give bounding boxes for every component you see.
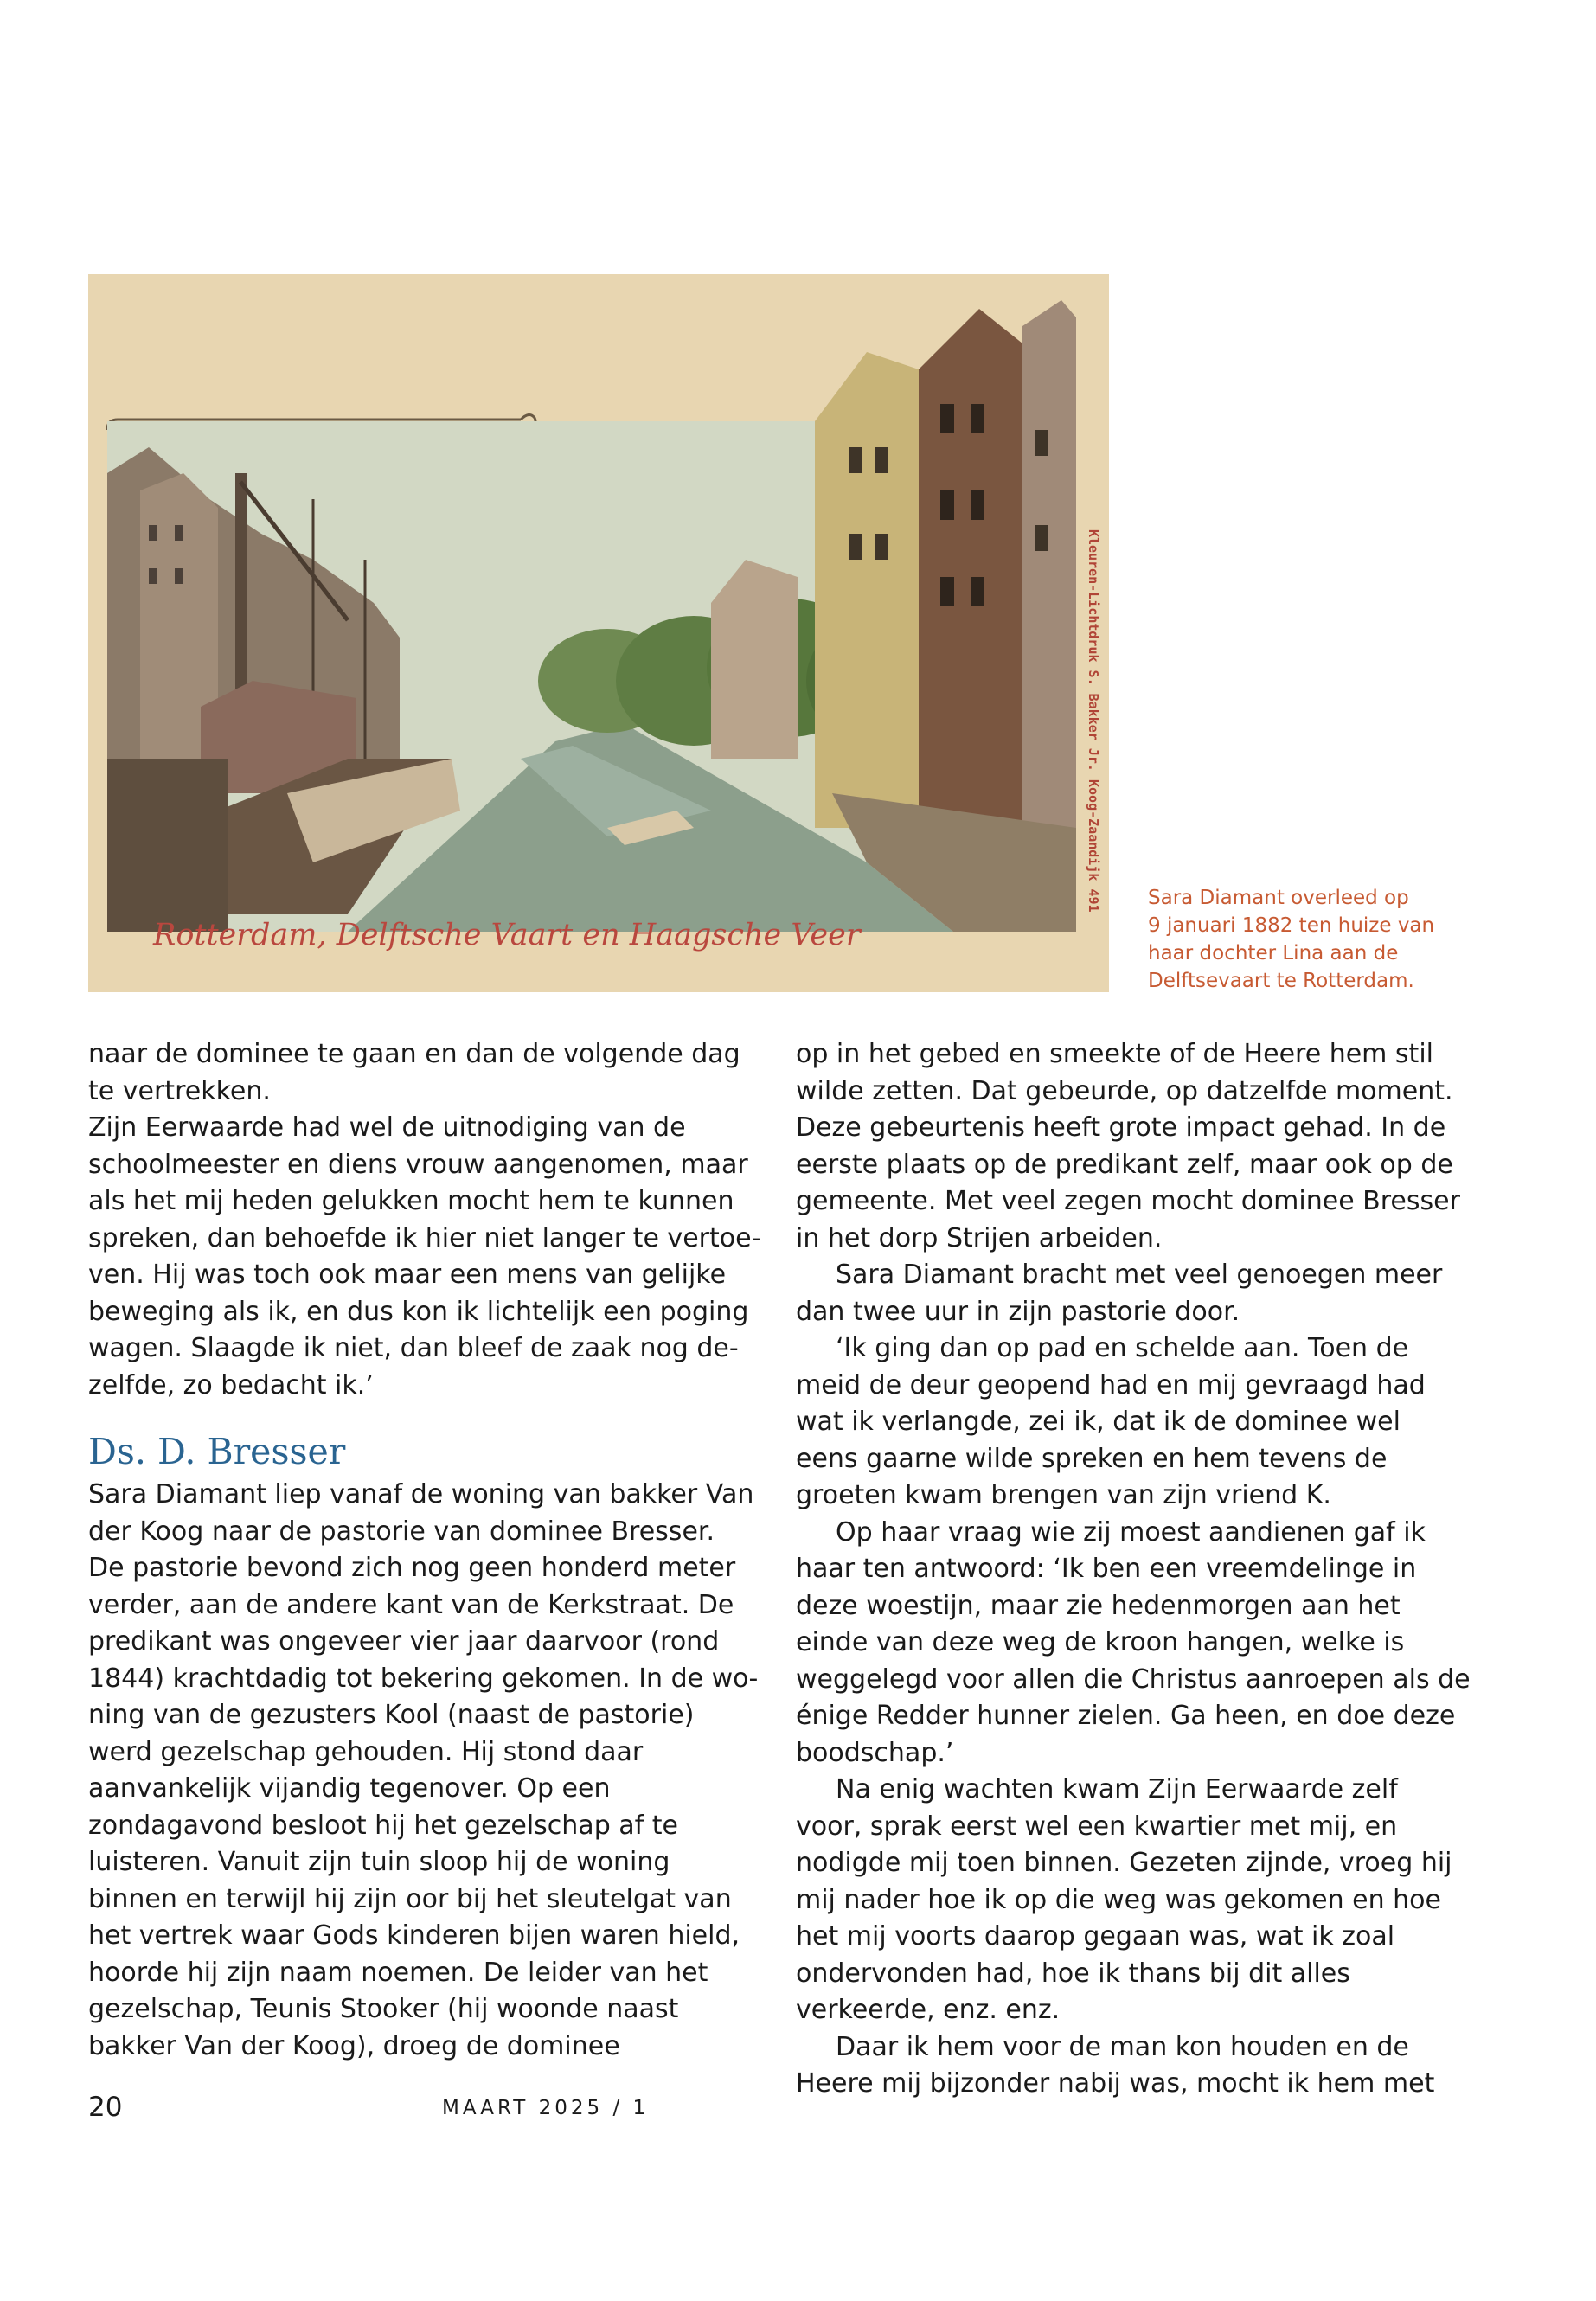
section-heading: Ds. D. Bresser bbox=[88, 1431, 346, 1472]
caption-line: Sara Diamant overleed op bbox=[1148, 887, 1409, 909]
postcard-title: Rotterdam, Delftsche Vaart en Haagsche Veer bbox=[153, 918, 861, 952]
paragraph: Na enig wachten kwam Zijn Eerwaarde zelf voor, sprak eerst wel een kwartier met mij, en nodigde mij toen binnen. Gezeten zijnde, vroeg hij mij nader hoe ik op die weg was gekomen en hoe het mij voorts daarop gegaan was, wat ik zoal ondervonden had, hoe ik thans bij dit alles verkeerde, enz. enz. bbox=[796, 1774, 1452, 2025]
paragraph: op in het gebed en smeekte of de Heere hem stil wilde zetten. Dat gebeurde, op datzelfde moment. Deze gebeurtenis heeft grote impact gehad. In de eerste plaats op de predikant zelf, maar ook op de gemeente. Met veel zegen mocht dominee Bresser in het dorp Strijen arbeiden. bbox=[796, 1039, 1460, 1253]
paragraph: ‘Ik ging dan op pad en schelde aan. Toen de meid de deur geopend had en mij gevraagd had wat ik verlangde, zei ik, dat ik de dominee wel eens gaarne wilde spreken en hem tevens de groeten kwam brengen van zijn vriend K. bbox=[796, 1333, 1426, 1510]
left-column bbox=[88, 1036, 763, 2065]
caption-line: 9 januari 1882 ten huize van bbox=[1148, 914, 1435, 937]
paragraph: Zijn Eerwaarde had wel de uitnodiging van de schoolmeester en diens vrouw aangenomen, maar als het mij heden gelukken mocht hem te kunnen spreken, dan behoefde ik hier niet langer te vertoeven. Hij was toch ook maar een mens van gelijke beweging als ik, en dus kon ik lichtelijk een poging wagen. Slaagde ik niet, dan bleef de zaak nog dezelfde, zo bedacht ik.’ bbox=[88, 1112, 761, 1400]
paragraph: Op haar vraag wie zij moest aandienen gaf ik haar ten antwoord: ‘Ik ben een vreemdelinge in deze woestijn, maar zie hedenmorgen aan het einde van deze weg de kroon hangen, welke is weggelegd voor allen die Christus aanroepen als de énige Redder hunner zielen. Ga heen, en doe deze boodschap.’ bbox=[796, 1516, 1471, 1768]
caption-line: Delftsevaart te Rotterdam. bbox=[1148, 970, 1414, 992]
issue-label: MAART 2025 / 1 bbox=[442, 2097, 650, 2119]
paragraph: naar de dominee te gaan en dan de volgende dag te vertrekken. bbox=[88, 1039, 740, 1106]
paragraph: Daar ik hem voor de man kon houden en de Heere mij bijzonder nabij was, mocht ik hem met bbox=[796, 2031, 1435, 2099]
paragraph: De pastorie bevond zich nog geen honderd meter verder, aan de andere kant van de Kerkstraat. De predikant was ongeveer vier jaar daarvoor (rond 1844) krachtdadig tot bekering gekomen. In de woning van de gezusters Kool (naast de pastorie) werd gezelschap gehouden. Hij stond daar aanvankelijk vijandig tegenover. Op een zondagavond besloot hij het gezelschap af te luisteren. Vanuit zijn tuin sloop hij de woning binnen en terwijl hij zijn oor bij het sleutelgat van het vertrek waar Gods kinderen bijen waren hield, hoorde hij zijn naam noemen. De leider van het gezelschap, Teunis Stooker (hij woonde naast bakker Van der Koog), droeg de dominee bbox=[88, 1553, 759, 2061]
postcard-printer-credit: Kleuren-Lichtdruk S. Bakker Jr. Koog-Zaandijk 491 bbox=[1086, 529, 1101, 913]
page-number: 20 bbox=[88, 2092, 123, 2123]
postcard-illustration bbox=[88, 274, 1109, 992]
paragraph: Sara Diamant bracht met veel genoegen meer dan twee uur in zijn pastorie door. bbox=[796, 1259, 1443, 1327]
caption-line: haar dochter Lina aan de bbox=[1148, 942, 1399, 965]
image-caption bbox=[1148, 884, 1511, 995]
right-column bbox=[796, 1036, 1471, 2103]
paragraph: Sara Diamant liep vanaf de woning van bakker Van der Koog naar de pastorie van dominee Bresser. bbox=[88, 1479, 754, 1547]
postcard-image bbox=[88, 274, 1109, 992]
